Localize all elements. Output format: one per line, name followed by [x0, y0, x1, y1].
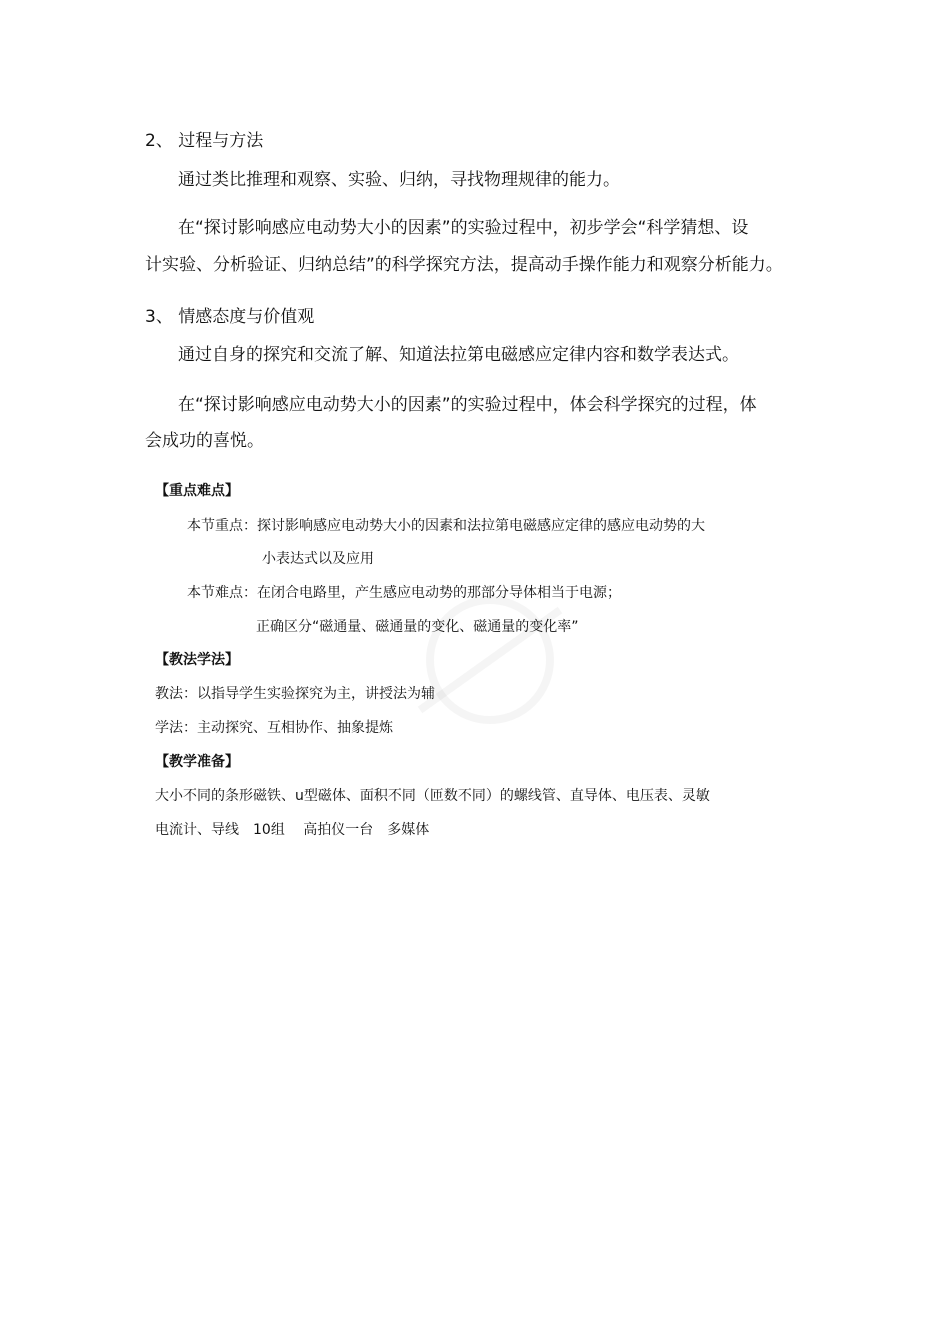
learning-method-text: 学法：主动探究、互相协作、抽象提炼 — [155, 720, 393, 736]
section-heading-methods: 【教法学法】 — [155, 652, 239, 668]
key-difficulty-text: 本节难点：在闭合电路里，产生感应电动势的那部分导体相当于电源； — [187, 585, 621, 601]
paragraph-text: 通过自身的探究和交流了解、知道法拉第电磁感应定律内容和数学表达式。 — [178, 345, 739, 365]
key-focus-text: 本节重点：探讨影响感应电动势大小的因素和法拉第电磁感应定律的感应电动势的大 — [187, 518, 705, 534]
paragraph-text: 通过类比推理和观察、实验、归纳，寻找物理规律的能力。 — [178, 170, 620, 190]
teaching-method-text: 教法：以指导学生实验探究为主，讲授法为辅 — [155, 686, 435, 702]
preparation-text: 大小不同的条形磁铁、u型磁体、面积不同（匝数不同）的螺线管、直导体、电压表、灵敏 — [155, 788, 710, 804]
paragraph-text: 在“探讨影响感应电动势大小的因素”的实验过程中，初步学会“科学猜想、设 — [178, 218, 749, 238]
key-focus-text: 小表达式以及应用 — [262, 551, 374, 567]
section-heading-key-points: 【重点难点】 — [155, 483, 239, 499]
paragraph-text: 会成功的喜悦。 — [145, 431, 264, 451]
paragraph-text: 计实验、分析验证、归纳总结”的科学探究方法，提高动手操作能力和观察分析能力。 — [145, 255, 783, 275]
key-difficulty-text: 正确区分“磁通量、磁通量的变化、磁通量的变化率” — [256, 619, 579, 635]
paragraph-text: 在“探讨影响感应电动势大小的因素”的实验过程中，体会科学探究的过程，体 — [178, 395, 757, 415]
preparation-text: 电流计、导线 10组 高拍仪一台 多媒体 — [155, 822, 430, 838]
section-heading-preparation: 【教学准备】 — [155, 754, 239, 770]
section-heading-attitude-values: 3、 情感态度与价值观 — [145, 307, 315, 327]
section-heading-process-methods: 2、 过程与方法 — [145, 131, 264, 151]
